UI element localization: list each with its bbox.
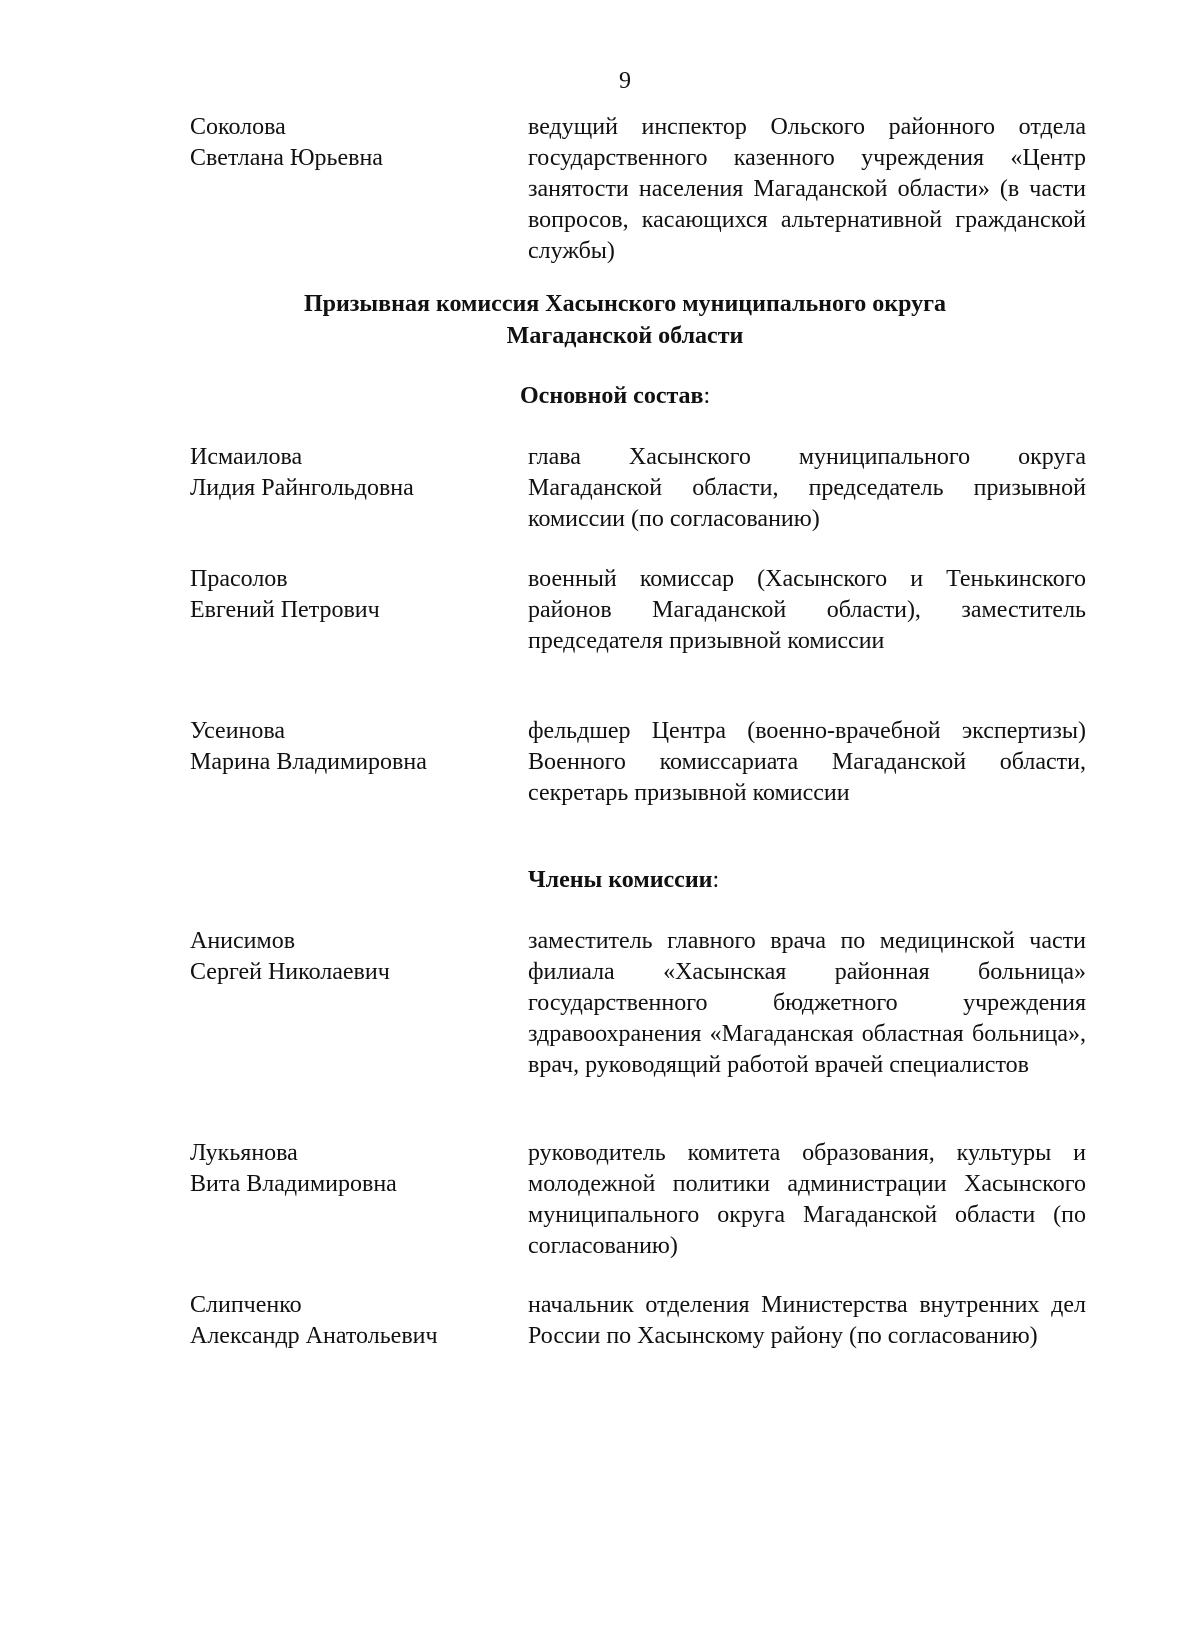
member-name — [190, 926, 528, 1081]
member-role: фельдшер Центра (военно-врачебной экспертизы) Военного комиссариата Магаданской области, секретарь призывной комиссии — [528, 718, 1086, 806]
member-entry-prasolov — [190, 564, 1090, 657]
member-entry-slipchenko — [190, 1290, 1090, 1352]
member-role: начальник отделения Министерства внутренних дел России по Хасынскому району (по согласованию) — [528, 1292, 1086, 1349]
member-surname: Слипченко — [190, 1292, 302, 1318]
member-role: руководитель комитета образования, культуры и молодежной политики администрации Хасынского муниципального округа Магаданской области (по согласованию) — [528, 1140, 1086, 1259]
member-name — [190, 442, 528, 535]
commission-members-heading — [528, 864, 719, 896]
member-surname: Прасолов — [190, 566, 288, 592]
member-role: глава Хасынского муниципального округа Магаданской области, председатель призывной комиссии (по согласованию) — [528, 444, 1086, 532]
heading-colon: : — [712, 867, 720, 893]
member-surname: Соколова — [190, 114, 286, 140]
member-surname: Анисимов — [190, 928, 296, 954]
member-name — [190, 112, 528, 267]
member-given-names: Светлана Юрьевна — [190, 145, 383, 171]
commission-title-line2: Магаданской области — [506, 323, 744, 349]
commission-members-heading-text: Члены комиссии — [528, 867, 713, 893]
member-given-names: Александр Анатольевич — [190, 1323, 438, 1349]
member-name — [190, 1290, 528, 1352]
page-number: 9 — [619, 68, 631, 94]
member-surname: Усеинова — [190, 718, 286, 744]
member-entry-sokolova — [190, 112, 1090, 267]
member-name — [190, 716, 528, 809]
main-composition-heading-text: Основной состав — [520, 383, 704, 409]
member-name — [190, 1138, 528, 1262]
member-role: военный комиссар (Хасынского и Тенькинского районов Магаданской области), заместитель председателя призывной комиссии — [528, 566, 1086, 654]
member-surname: Исмаилова — [190, 444, 303, 470]
member-role: ведущий инспектор Ольского районного отдела государственного казенного учреждения «Центр занятости населения Магаданской области» (в части вопросов, касающихся альтернативной гражданской службы) — [528, 114, 1086, 264]
member-given-names: Евгений Петрович — [190, 597, 380, 623]
member-entry-lukyanova — [190, 1138, 1090, 1262]
main-composition-heading — [520, 380, 710, 412]
heading-colon: : — [703, 383, 711, 409]
commission-title-line1: Призывная комиссия Хасынского муниципального округа — [303, 291, 947, 317]
member-given-names: Вита Владимировна — [190, 1171, 397, 1197]
member-entry-anisimov — [190, 926, 1090, 1081]
member-role: заместитель главного врача по медицинской части филиала «Хасынская районная больница» государственного бюджетного учреждения здравоохранения «Магаданская областная больница», врач, руководящий работой врачей специалистов — [528, 928, 1086, 1078]
member-entry-useinova — [190, 716, 1090, 809]
member-given-names: Сергей Николаевич — [190, 959, 390, 985]
member-given-names: Лидия Райнгольдовна — [190, 475, 414, 501]
member-name — [190, 564, 528, 657]
member-given-names: Марина Владимировна — [190, 749, 427, 775]
member-surname: Лукьянова — [190, 1140, 298, 1166]
member-entry-ismailova — [190, 442, 1090, 535]
